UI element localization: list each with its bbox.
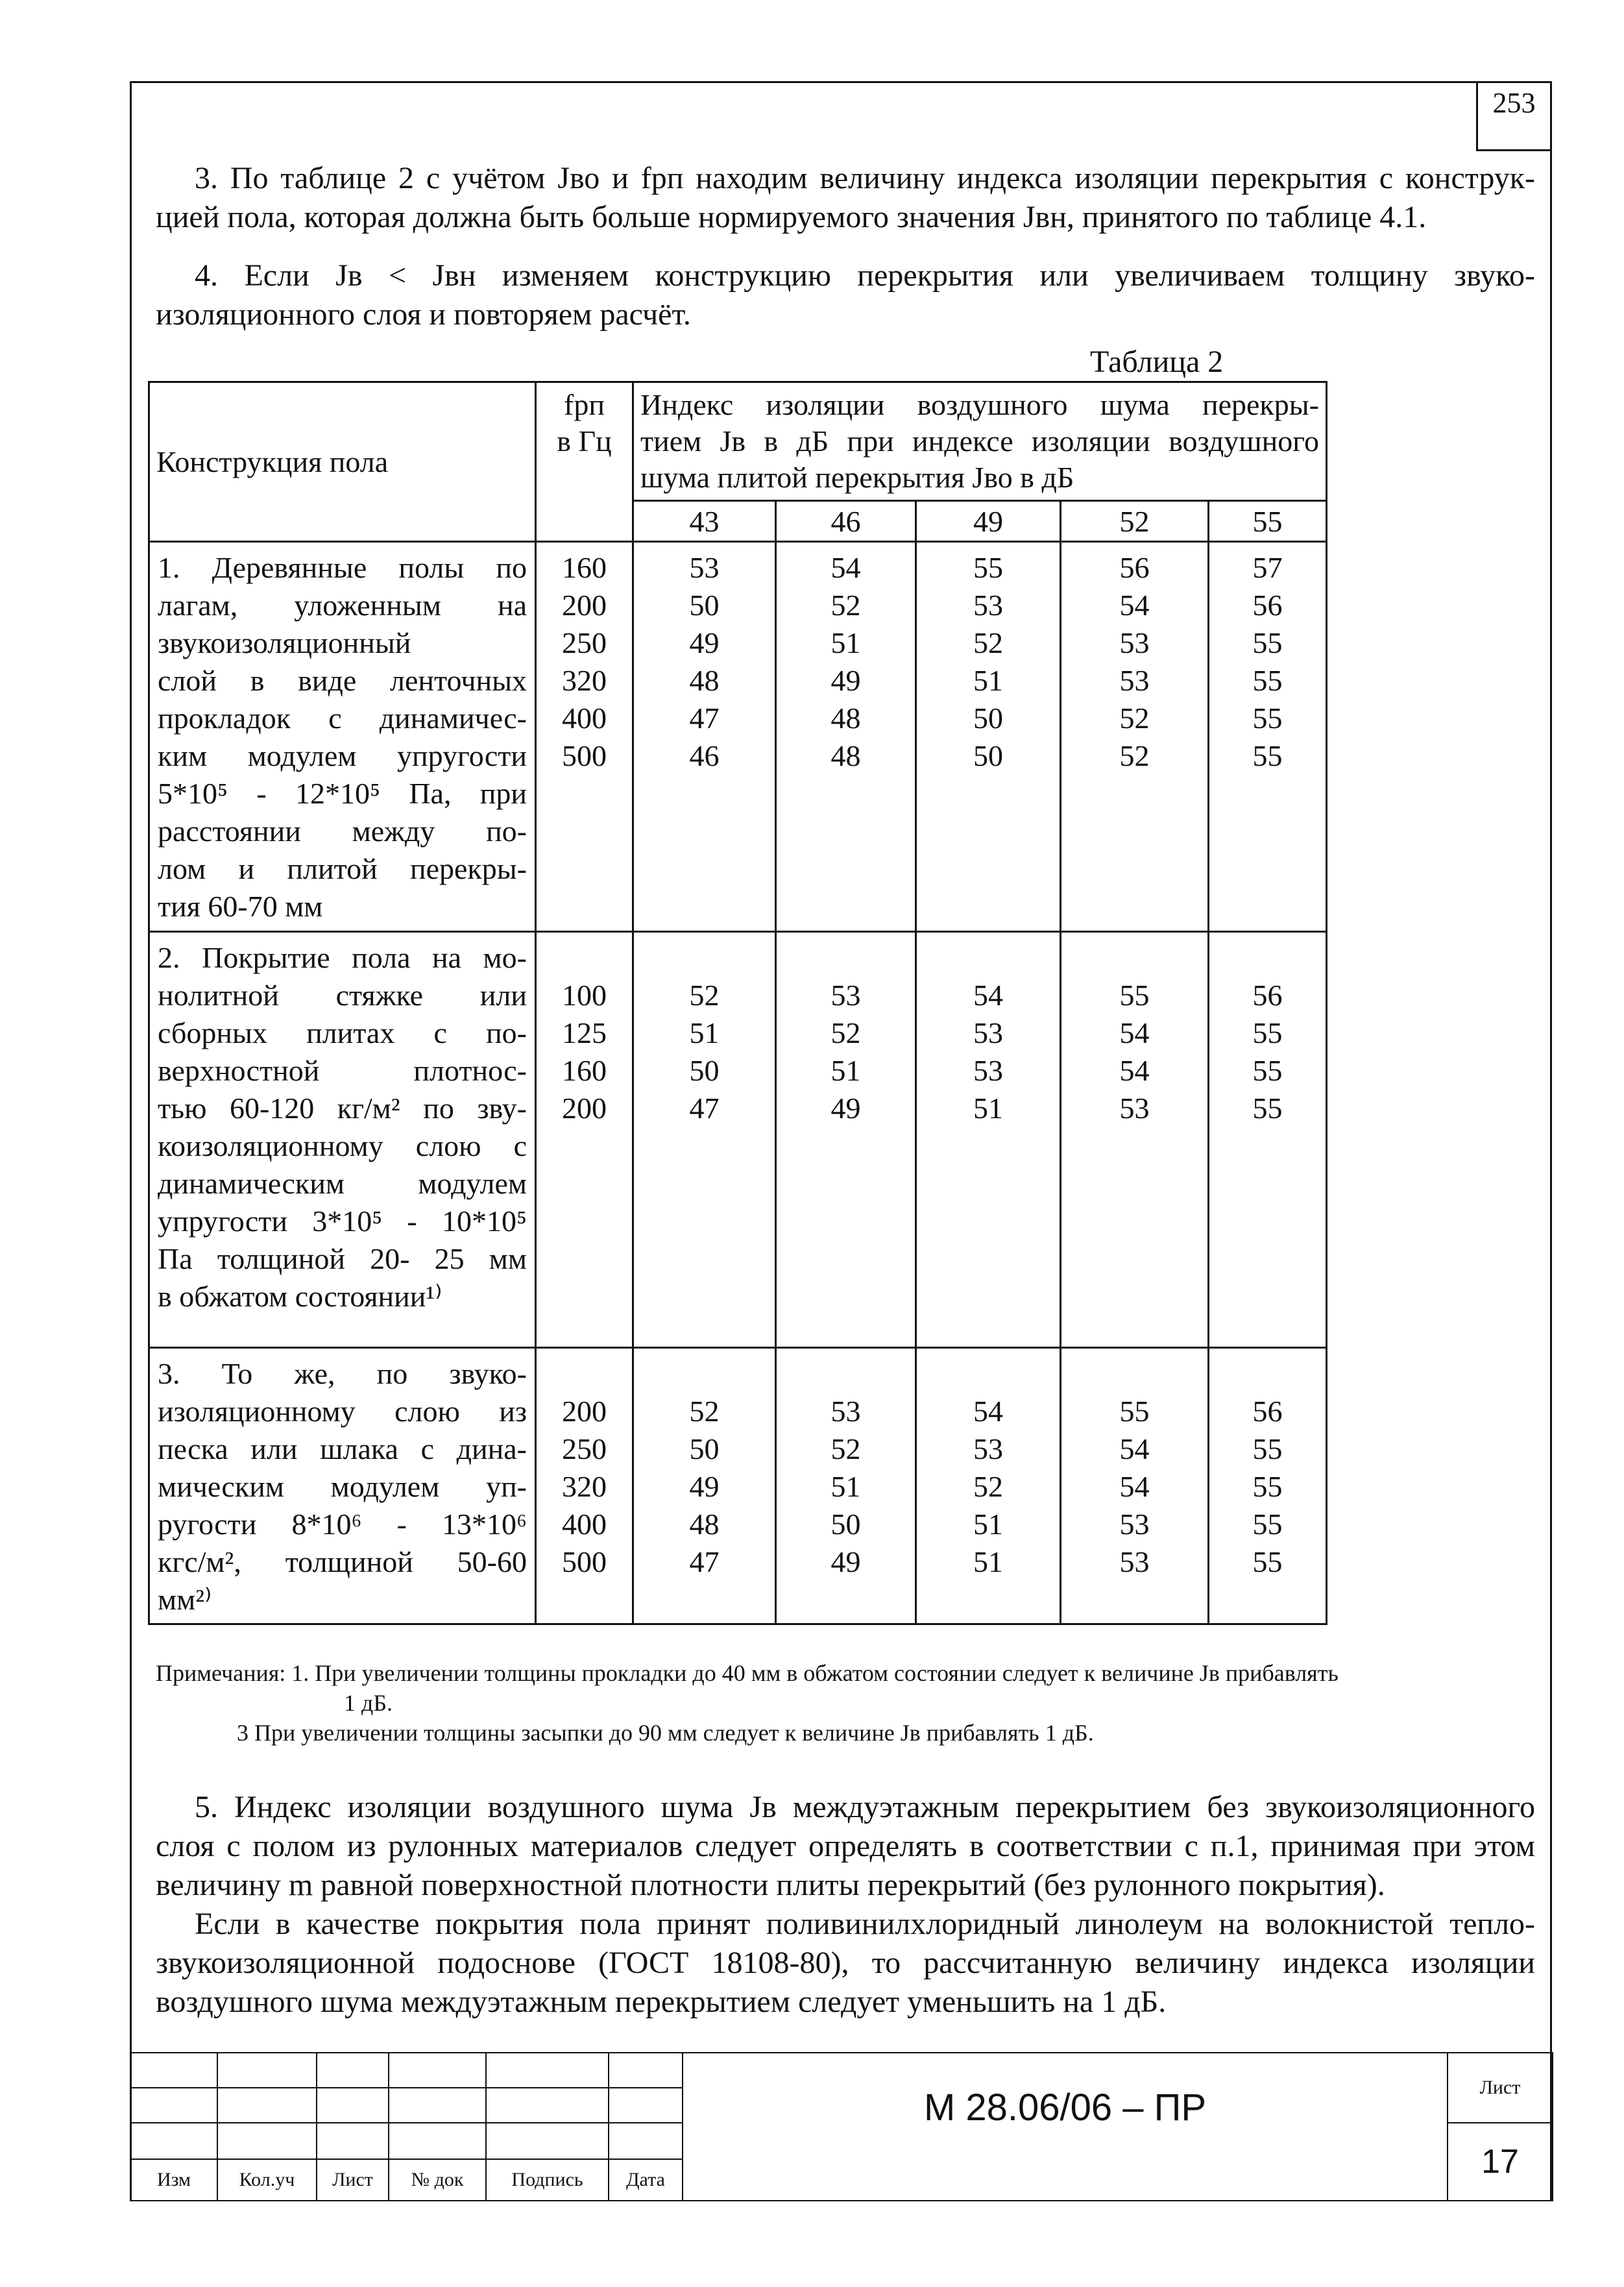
title-block-label: № док	[389, 2159, 486, 2201]
index-value: 54	[1119, 1470, 1150, 1503]
index-value: 48	[689, 1508, 720, 1541]
index-value: 54	[1119, 1432, 1150, 1465]
index-value: 52	[1119, 702, 1150, 735]
text-line: слоя с полом из рулонных материалов следует определять в соответствии с п.1, принимая при этом	[156, 1829, 1535, 1863]
index-value: 52	[973, 1470, 1003, 1503]
index-value: 46	[689, 739, 720, 772]
table-row	[149, 1348, 1327, 1624]
frequency-cell	[536, 932, 633, 1348]
frame-top	[130, 81, 1552, 83]
text-line: лом и плитой перекры-	[158, 852, 527, 885]
index-value: 56	[1252, 589, 1283, 622]
text-line: воздушного шума междуэтажным перекрытием следует уменьшить на 1 дБ.	[156, 1985, 1167, 2019]
frequency-value: 100	[562, 979, 607, 1012]
index-cell	[1209, 1348, 1327, 1624]
index-value: 52	[830, 589, 861, 622]
index-value: 55	[1252, 1545, 1283, 1578]
text-line: ким модулем упругости	[158, 739, 527, 772]
index-value: 55	[1252, 1470, 1283, 1503]
column-header: 43	[633, 501, 776, 542]
frequency-value: 160	[562, 1054, 607, 1087]
index-value: 54	[1119, 1016, 1150, 1049]
index-value: 49	[830, 664, 861, 697]
frame-right	[1550, 81, 1552, 2201]
text-line: слой в виде ленточных	[158, 664, 527, 697]
index-value: 48	[689, 664, 720, 697]
text-line: 3. По таблице 2 с учётом Jво и fрп находим величину индекса изоляции перекрытия с конструк-	[195, 161, 1535, 195]
table-row	[149, 542, 1327, 932]
index-value: 49	[689, 626, 720, 659]
index-cell	[633, 1348, 776, 1624]
index-value: 55	[1119, 979, 1150, 1012]
table-caption: Таблица 2	[1090, 345, 1224, 379]
frequency-value: 500	[562, 1545, 607, 1578]
text-line: в обжатом состоянии¹⁾	[158, 1280, 442, 1313]
index-value: 55	[1252, 1092, 1283, 1125]
index-cell	[916, 1348, 1061, 1624]
text-line: динамическим модулем	[158, 1167, 527, 1200]
index-cell	[1061, 542, 1209, 932]
index-value: 55	[973, 551, 1003, 584]
text-line: 5*10⁵ - 12*10⁵ Па, при	[158, 777, 527, 810]
text-line: мм²⁾	[158, 1583, 212, 1616]
index-value: 48	[830, 739, 861, 772]
index-value: 53	[1119, 1092, 1150, 1125]
index-value: 56	[1252, 1395, 1283, 1428]
sheet-number: 17	[1448, 2123, 1553, 2201]
frequency-value: 200	[562, 589, 607, 622]
index-value: 49	[830, 1545, 861, 1578]
frequency-cell	[536, 542, 633, 932]
sheet-label: Лист	[1448, 2053, 1553, 2123]
index-value: 55	[1252, 626, 1283, 659]
frequency-cell	[536, 1348, 633, 1624]
index-value: 54	[1119, 589, 1150, 622]
index-cell	[916, 542, 1061, 932]
index-cell	[633, 542, 776, 932]
frequency-value: 250	[562, 1432, 607, 1465]
index-value: 55	[1252, 1432, 1283, 1465]
index-value: 54	[973, 1395, 1003, 1428]
text-line: тью 60-120 кг/м² по зву-	[158, 1092, 527, 1125]
note-2: 3 При увеличении толщины засыпки до 90 мм следует к величине Jв прибавлять 1 дБ.	[237, 1720, 1094, 1746]
frequency-value: 320	[562, 1470, 607, 1503]
header-construction: Конструкция пола	[149, 382, 536, 542]
index-value: 47	[689, 702, 720, 735]
index-value: 52	[689, 1395, 720, 1428]
index-value: 53	[973, 1054, 1003, 1087]
index-value: 50	[689, 1432, 720, 1465]
header-frequency: fрп в Гц	[536, 382, 633, 542]
index-value: 53	[973, 589, 1003, 622]
index-value: 53	[689, 551, 720, 584]
index-value: 52	[973, 626, 1003, 659]
index-value: 53	[1119, 664, 1150, 697]
index-value: 55	[1252, 1508, 1283, 1541]
text-line: тия 60-70 мм	[158, 890, 323, 923]
text-line: Если в качестве покрытия пола принят поливинилхлоридный линолеум на волокнистой тепло-	[195, 1907, 1535, 1941]
text-line: 5. Индекс изоляции воздушного шума Jв междуэтажным перекрытием без звукоизоляционного	[195, 1790, 1535, 1824]
index-value: 52	[830, 1016, 861, 1049]
header-index: Индекс изоляции воздушного шума перекры- тием Jв в дБ при индексе изоляции воздушного шума плитой перекрытия Jво в дБ	[633, 382, 1327, 501]
index-value: 51	[689, 1016, 720, 1049]
index-value: 50	[830, 1508, 861, 1541]
index-value: 51	[830, 626, 861, 659]
index-value: 53	[973, 1432, 1003, 1465]
index-value: 53	[1119, 1508, 1150, 1541]
text-line: 4. Если Jв < Jвн изменяем конструкцию перекрытия или увеличиваем толщину звуко-	[195, 258, 1535, 293]
frequency-value: 200	[562, 1092, 607, 1125]
index-value: 50	[689, 589, 720, 622]
index-value: 51	[973, 664, 1003, 697]
column-header: 52	[1061, 501, 1209, 542]
notes	[156, 1658, 1538, 1748]
index-value: 55	[1252, 1016, 1283, 1049]
index-value: 52	[830, 1432, 861, 1465]
index-cell	[916, 932, 1061, 1348]
text-line: ругости 8*10⁶ - 13*10⁶	[158, 1508, 527, 1541]
index-cell	[776, 542, 916, 932]
index-value: 47	[689, 1545, 720, 1578]
text-line: Па толщиной 20- 25 мм	[158, 1242, 527, 1275]
index-value: 53	[973, 1016, 1003, 1049]
index-value: 53	[830, 1395, 861, 1428]
index-value: 50	[973, 702, 1003, 735]
text-line: сборных плитах с по-	[158, 1016, 527, 1049]
index-value: 52	[689, 979, 720, 1012]
index-value: 51	[973, 1545, 1003, 1578]
index-value: 55	[1252, 702, 1283, 735]
title-block	[130, 2052, 1553, 2201]
text-line: коизоляционному слою с	[158, 1129, 527, 1162]
document-code: М 28.06/06 – ПР	[683, 2053, 1448, 2201]
frequency-value: 500	[562, 739, 607, 772]
index-value: 56	[1252, 979, 1283, 1012]
frequency-value: 400	[562, 1508, 607, 1541]
construction-cell	[149, 542, 536, 932]
index-value: 53	[830, 979, 861, 1012]
index-value: 50	[689, 1054, 720, 1087]
text-line: величину m равной поверхностной плотности плиты перекрытий (без рулонного покрытия).	[156, 1868, 1385, 1902]
index-value: 52	[1119, 739, 1150, 772]
title-block-label: Лист	[317, 2159, 389, 2201]
text-line: изоляционному слою из	[158, 1395, 527, 1428]
title-block-label: Изм	[130, 2159, 217, 2201]
frequency-value: 320	[562, 664, 607, 697]
index-value: 56	[1119, 551, 1150, 584]
index-value: 50	[973, 739, 1003, 772]
table-row	[149, 932, 1327, 1348]
text-line: нолитной стяжке или	[158, 979, 527, 1012]
page-number-box	[1476, 81, 1550, 151]
column-header: 55	[1209, 501, 1327, 542]
index-value: 55	[1119, 1395, 1150, 1428]
text-line: 3. То же, по звуко-	[158, 1357, 527, 1390]
index-value: 53	[1119, 1545, 1150, 1578]
column-header: 49	[916, 501, 1061, 542]
text-line: 2. Покрытие пола на мо-	[158, 941, 527, 974]
text-line: прокладок с динамичес-	[158, 702, 527, 735]
text-line: звукоизоляционный	[158, 626, 411, 659]
note-1-cont: 1 дБ.	[344, 1690, 393, 1716]
construction-cell	[149, 1348, 536, 1624]
text-line: песка или шлака с дина-	[158, 1432, 527, 1465]
index-cell	[776, 932, 916, 1348]
paragraph-3	[156, 159, 1535, 237]
frequency-value: 250	[562, 626, 607, 659]
title-block-label: Подпись	[486, 2159, 609, 2201]
text-line: мическим модулем уп-	[158, 1470, 527, 1503]
index-value: 49	[689, 1470, 720, 1503]
text-line: верхностной плотнос-	[158, 1054, 527, 1087]
index-value: 55	[1252, 664, 1283, 697]
index-cell	[776, 1348, 916, 1624]
index-value: 55	[1252, 1054, 1283, 1087]
text-line: 1. Деревянные полы по	[158, 551, 527, 584]
index-value: 48	[830, 702, 861, 735]
title-block-label: Кол.уч	[217, 2159, 317, 2201]
title-block-label: Дата	[609, 2159, 683, 2201]
index-cell	[633, 932, 776, 1348]
paragraph-6	[156, 1905, 1535, 2022]
index-value: 51	[973, 1508, 1003, 1541]
text-line: цией пола, которая должна быть больше нормируемого значения Jвн, принятого по таблице 4.1.	[156, 200, 1427, 234]
index-value: 54	[830, 551, 861, 584]
frequency-value: 200	[562, 1395, 607, 1428]
index-value: 54	[973, 979, 1003, 1012]
index-cell	[1209, 542, 1327, 932]
index-cell	[1209, 932, 1327, 1348]
text-line: изоляционного слоя и повторяем расчёт.	[156, 297, 691, 332]
index-value: 55	[1252, 739, 1283, 772]
frequency-value: 160	[562, 551, 607, 584]
text-line: лагам, уложенным на	[158, 589, 527, 622]
frame-left	[130, 81, 132, 2201]
index-value: 47	[689, 1092, 720, 1125]
index-value: 54	[1119, 1054, 1150, 1087]
index-value: 49	[830, 1092, 861, 1125]
index-value: 57	[1252, 551, 1283, 584]
index-value: 51	[973, 1092, 1003, 1125]
text-line: кгс/м², толщиной 50-60	[158, 1545, 527, 1578]
frequency-value: 125	[562, 1016, 607, 1049]
paragraph-4	[156, 256, 1535, 334]
note-1: Примечания: 1. При увеличении толщины прокладки до 40 мм в обжатом состоянии следует к величине Jв прибавлять	[156, 1660, 1339, 1686]
index-cell	[1061, 932, 1209, 1348]
index-value: 53	[1119, 626, 1150, 659]
data-table	[148, 381, 1327, 1625]
text-line: расстоянии между по-	[158, 814, 527, 848]
text-line: звукоизоляционной подоснове (ГОСТ 18108-80), то рассчитанную величину индекса изоляции	[156, 1946, 1535, 1980]
page-number: 253	[1492, 87, 1536, 119]
construction-cell	[149, 932, 536, 1348]
index-value: 51	[830, 1470, 861, 1503]
column-header: 46	[776, 501, 916, 542]
paragraph-5	[156, 1788, 1535, 1905]
index-value: 51	[830, 1054, 861, 1087]
index-cell	[1061, 1348, 1209, 1624]
frequency-value: 400	[562, 702, 607, 735]
text-line: упругости 3*10⁵ - 10*10⁵	[158, 1205, 527, 1238]
